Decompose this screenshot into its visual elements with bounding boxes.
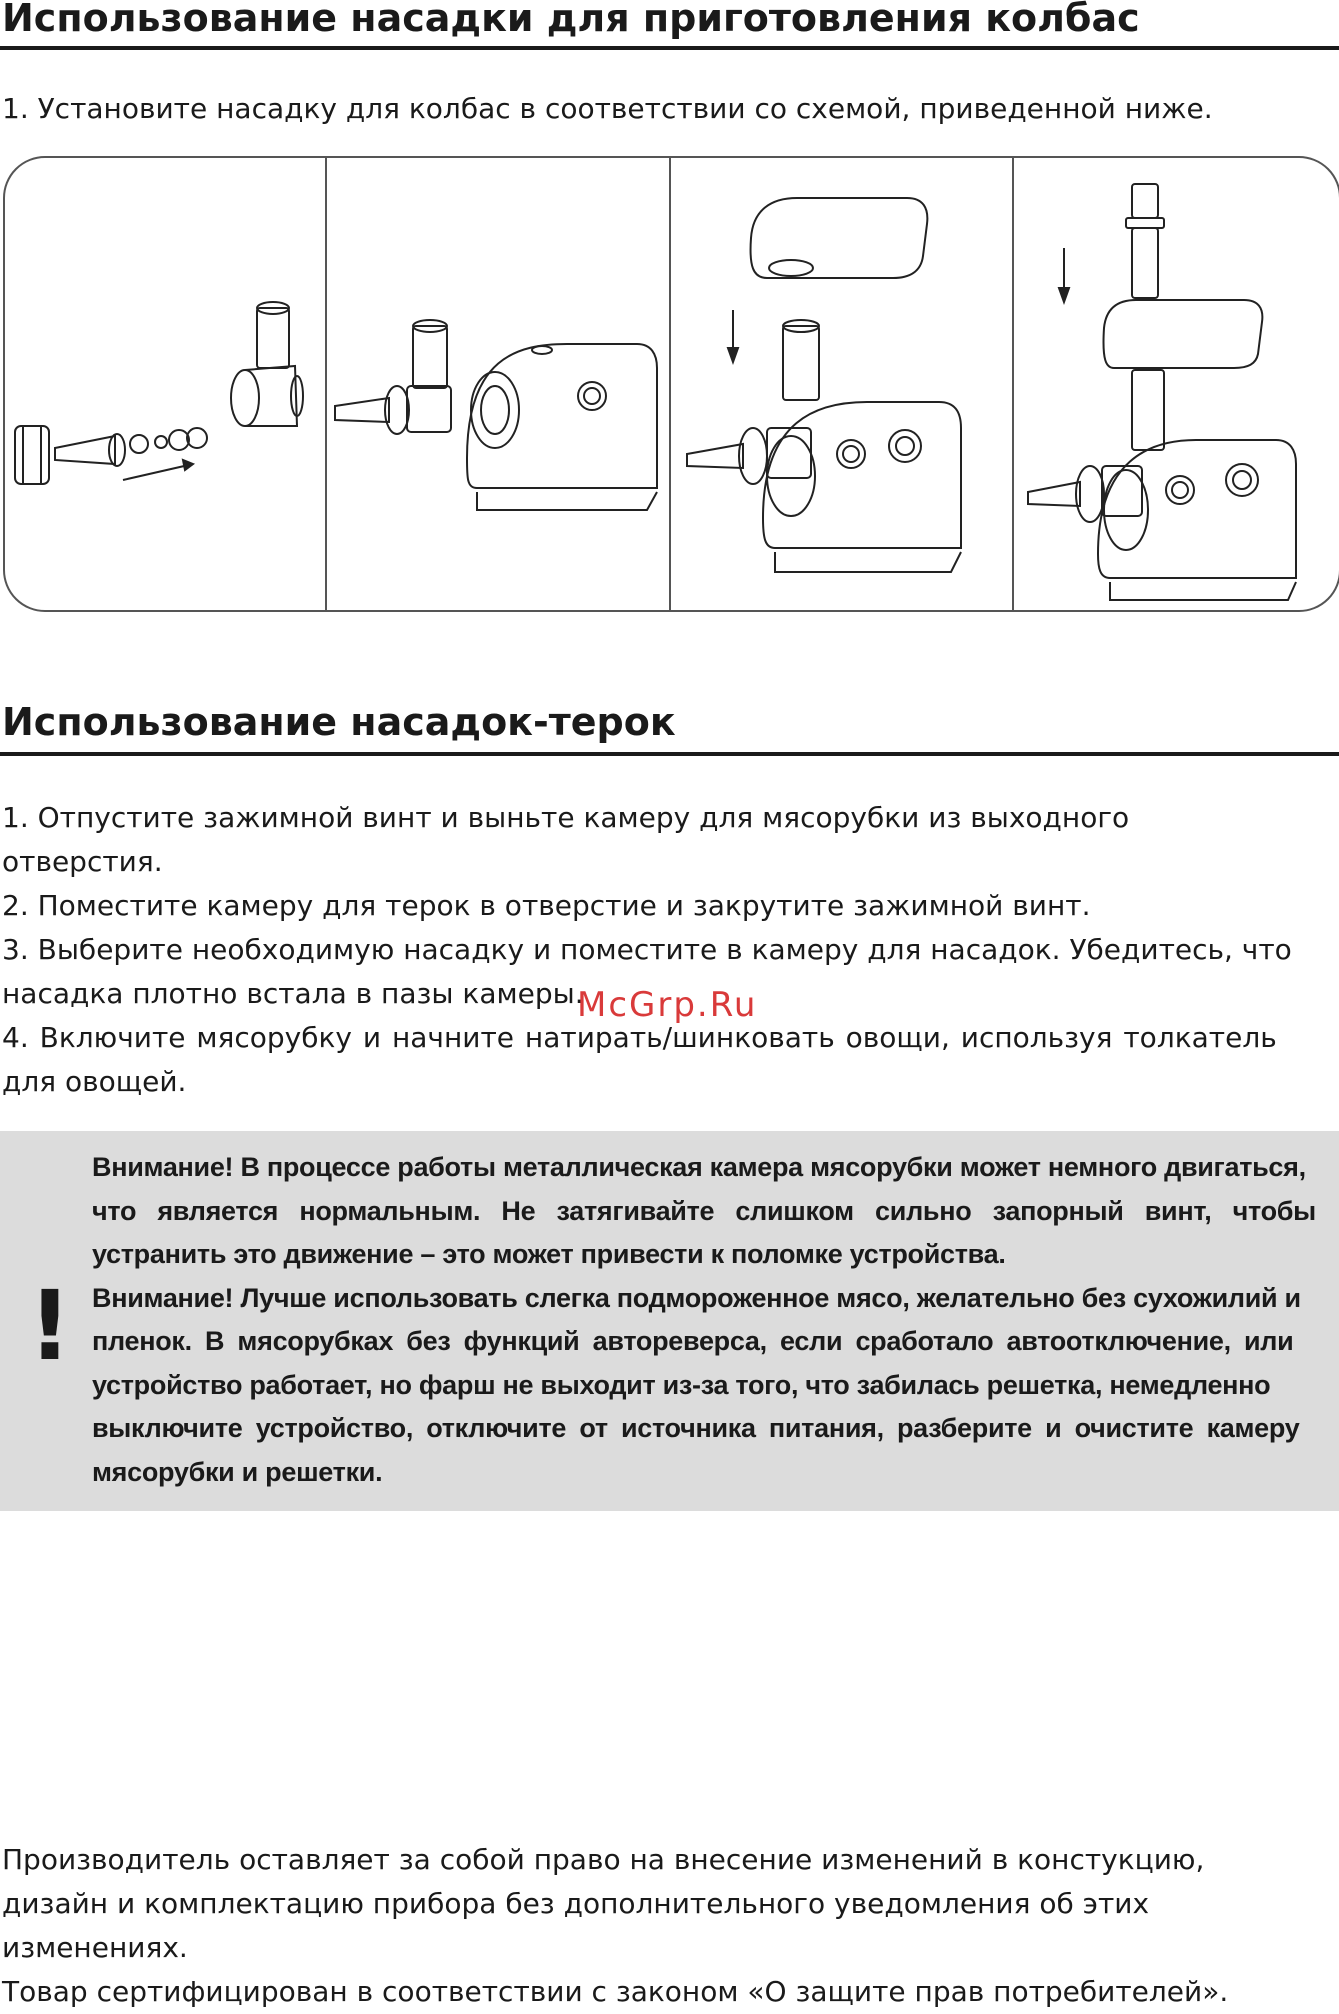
text-line: 1. Отпустите зажимной винт и выньте камеру для мясорубки из выходного (2, 801, 1130, 834)
section-title-graters: Использование насадок-терок (2, 700, 676, 744)
mounted-sausage-nozzle-illustration (327, 158, 667, 610)
exclamation-icon: ! (28, 1270, 72, 1382)
section-title-sausage: Использование насадки для приготовления колбас (2, 0, 1140, 40)
footer-line: изменениях. (2, 1931, 188, 1964)
graters-step-1 (2, 796, 1292, 1104)
warning-line: мясорубки и решетки. (92, 1456, 383, 1487)
warning-line: что является нормальным. Не затягивайте слишком сильно запорный винт, чтобы (92, 1195, 1316, 1226)
warning-line: выключите устройство, отключите от источника питания, разберите и очистите камеру (92, 1413, 1300, 1443)
warning-line: пленок. В мясорубках без функций автореверса, если сработало автоотключение, или (92, 1326, 1294, 1356)
warning-line: устройство работает, но фарш не выходит из-за того, что забилась решетка, немедленно (92, 1369, 1271, 1400)
text-line: насадка плотно встала в пазы камеры. (2, 977, 584, 1010)
text-line: 3. Выберите необходимую насадку и поместите в камеру для насадок. Убедитесь, что (2, 933, 1292, 966)
warning-line: устранить это движение – это может привести к поломке устройства. (92, 1239, 1006, 1269)
watermark: McGrp.Ru (577, 985, 758, 1025)
footer-disclaimer (2, 1838, 1228, 2014)
sausage-step-1: 1. Установите насадку для колбас в соответствии со схемой, приведенной ниже. (2, 92, 1213, 125)
tray-inserted-illustration (671, 158, 1011, 610)
warning-line: Внимание! Лучше использовать слегка подмороженное мясо, желательно без сухожилий и (92, 1282, 1301, 1313)
section-rule (0, 46, 1339, 50)
text-line: для овощей. (2, 1065, 187, 1098)
section-rule (0, 752, 1339, 756)
warning-text (92, 1146, 1316, 1494)
warning-line: Внимание! В процессе работы металлическая камера мясорубки может немного двигаться, (92, 1152, 1306, 1182)
footer-line: Производитель оставляет за собой право на внесение изменений в констукцию, (2, 1843, 1205, 1876)
assembly-diagram (3, 156, 1339, 612)
footer-line: Товар сертифицирован в соответствии с законом «О защите прав потребителей». (2, 1975, 1229, 2008)
text-line: отверстия. (2, 845, 163, 878)
text-line: 2. Поместите камеру для терок в отверстие и закрутите зажимной винт. (2, 889, 1091, 922)
text-line: 4. Включите мясорубку и начните натирать/шинковать овощи, используя толкатель (2, 1021, 1277, 1054)
exploded-parts-illustration (5, 158, 325, 610)
footer-line: дизайн и комплектацию прибора без дополнительного уведомления об этих (2, 1887, 1150, 1920)
pusher-inserted-illustration (1014, 158, 1339, 610)
